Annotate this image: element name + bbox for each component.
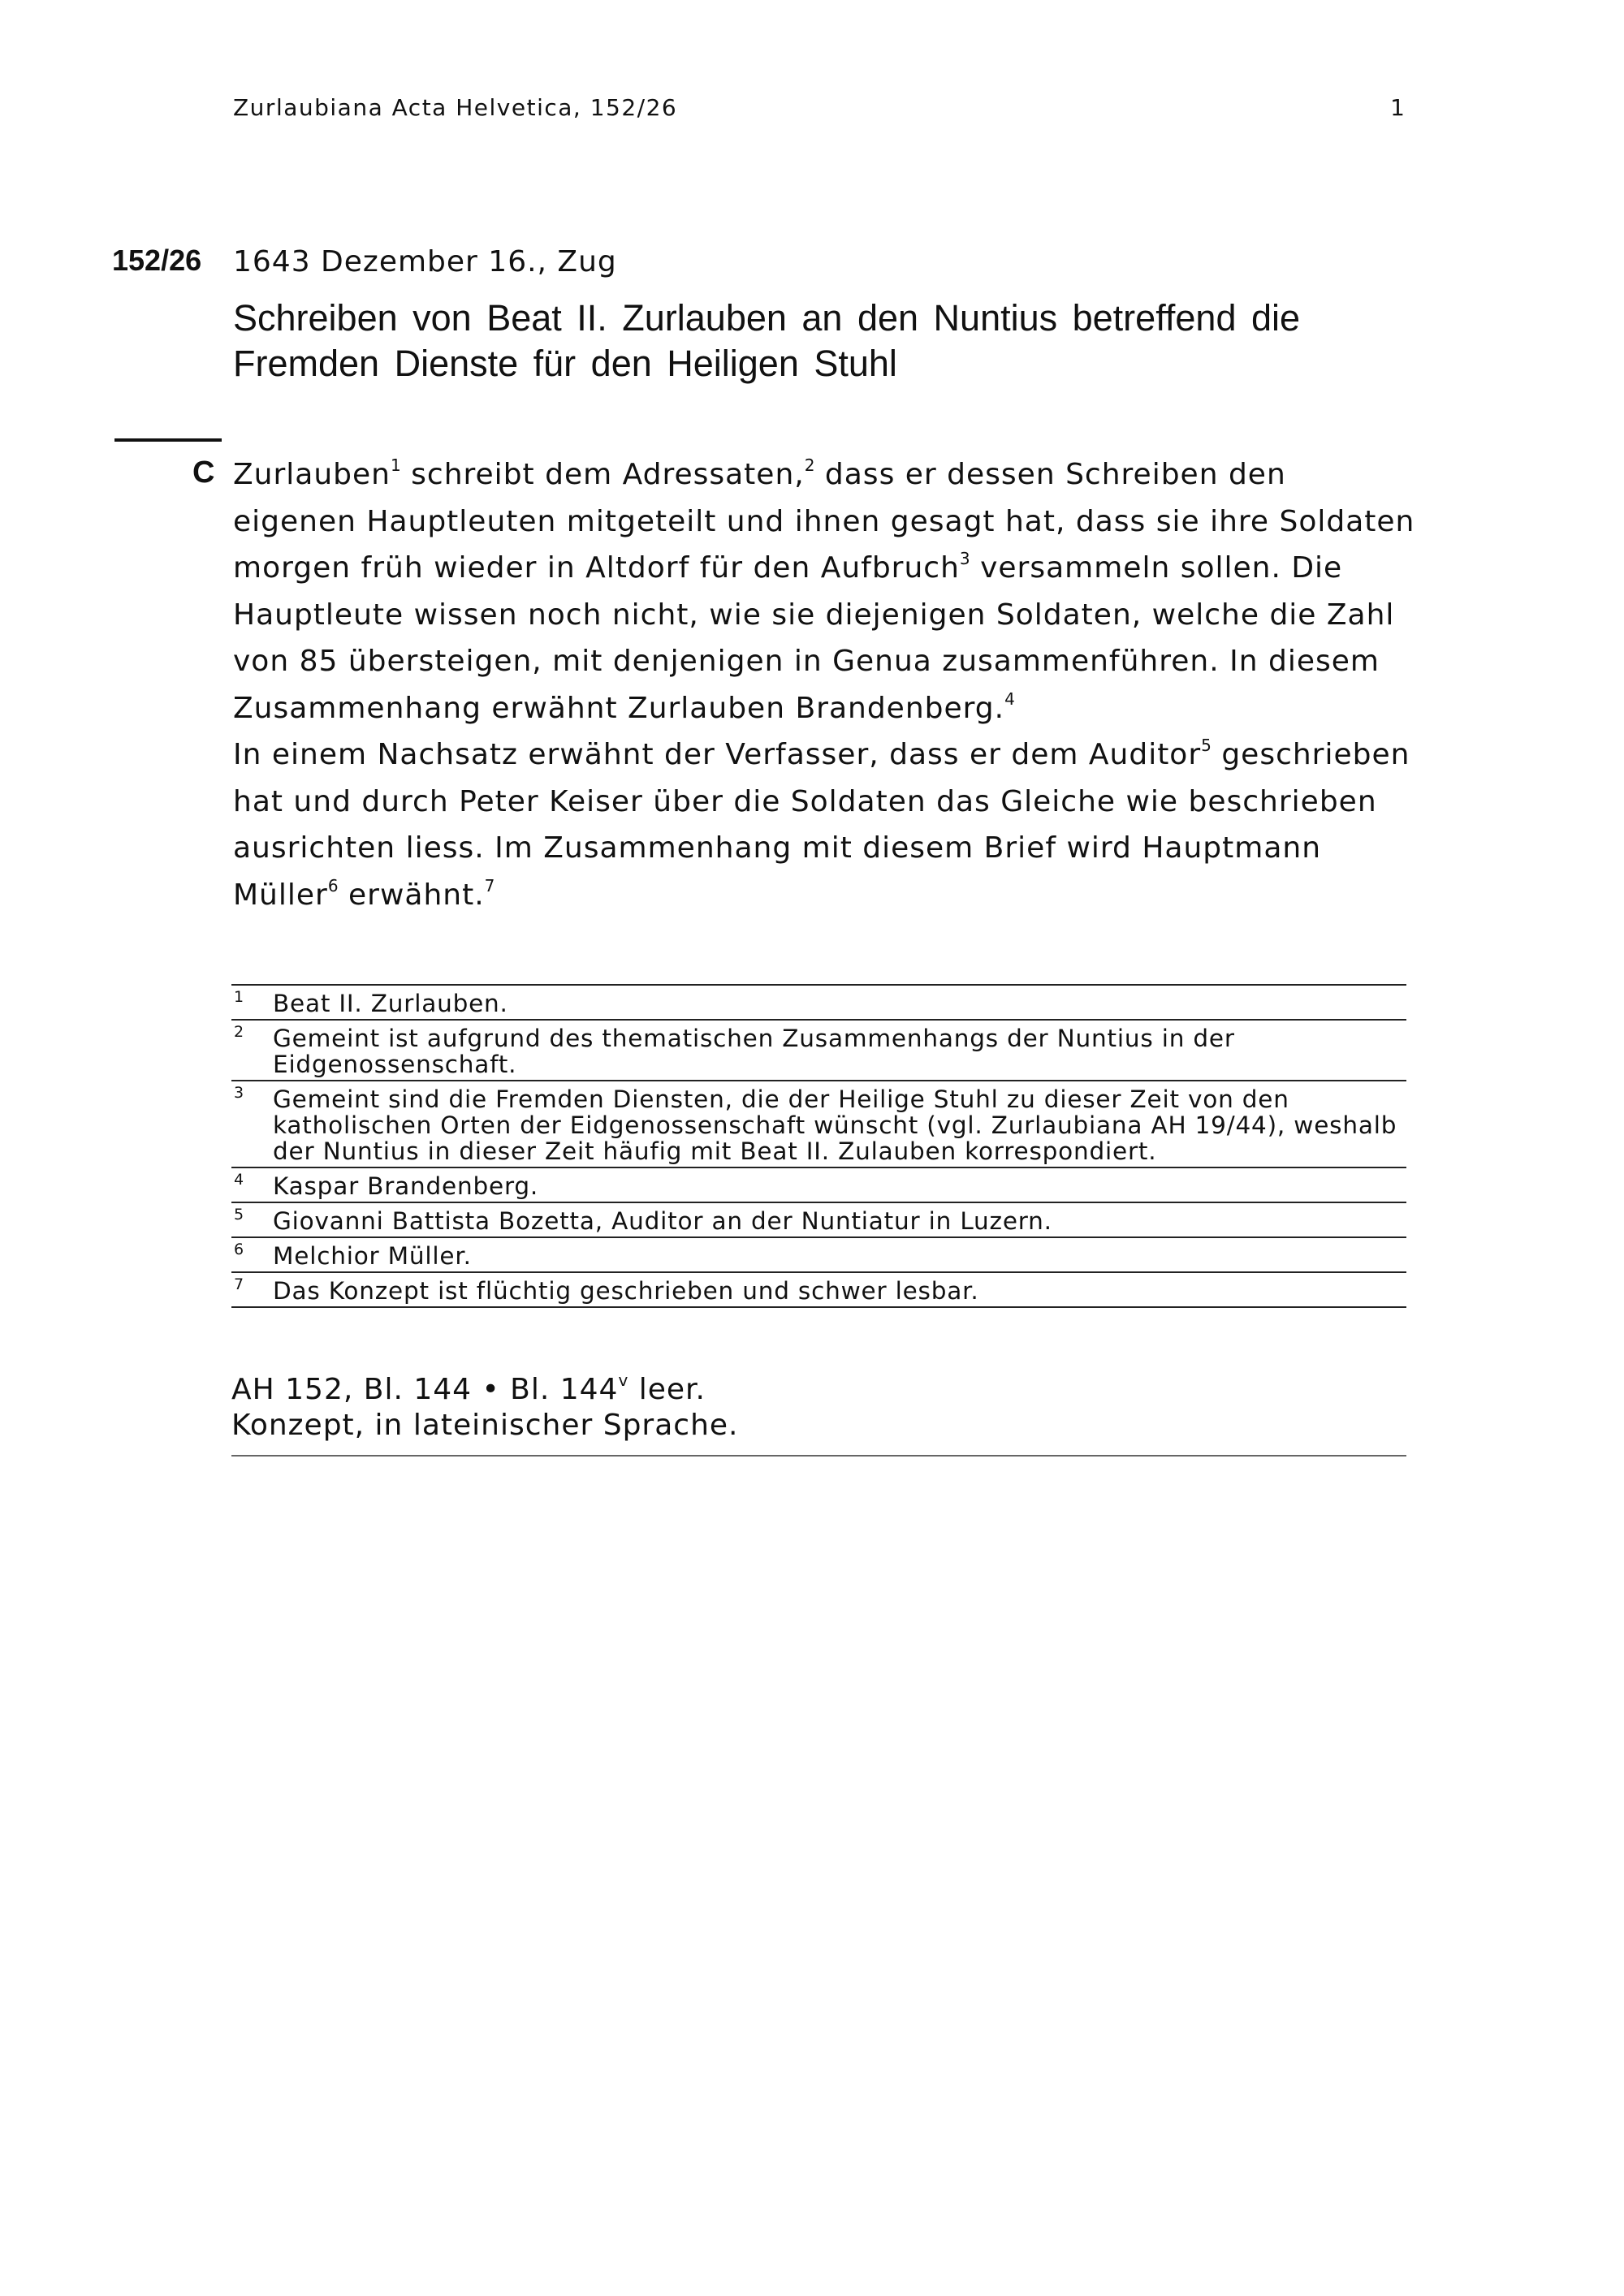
footnote-item <box>231 1238 1406 1273</box>
footnote-ref-6[interactable]: 6 <box>327 875 339 896</box>
footnote-text: Beat II. Zurlauben. <box>273 990 508 1017</box>
document-number <box>112 244 201 278</box>
document-date-place: 1643 Dezember 16., Zug <box>233 245 617 278</box>
footnote-ref-1[interactable]: 1 <box>390 455 401 475</box>
summary-text-run: dass er dessen Schreiben den eigenen Hauptleuten mitgeteilt und ihnen gesagt hat, dass sie ihre Soldaten morgen früh wieder in Altdorf für den Aufbruch <box>233 458 1415 585</box>
footnote-number: 4 <box>234 1171 244 1189</box>
footnote-ref-3[interactable]: 3 <box>959 549 970 568</box>
footnote-ref-5[interactable]: 5 <box>1201 736 1212 755</box>
footnote-text: Kaspar Brandenberg. <box>273 1172 539 1200</box>
document-number-item: 26 <box>169 244 202 277</box>
footnote-number: 2 <box>234 1023 244 1041</box>
summary-text-run: Zurlauben <box>233 458 391 491</box>
source-signature-note: leer. <box>628 1373 706 1406</box>
footnote-text: Gemeint sind die Fremden Diensten, die der Heilige Stuhl zu dieser Zeit von den katholischen Orten der Eidgenossenschaft wünscht (vgl. Zurlaubiana AH 19/44), weshalb der Nuntius in dieser Zeit häufig mit Beat II. Zulauben korrespondiert. <box>273 1085 1397 1165</box>
source-description: Konzept, in lateinischer Sprache. <box>231 1409 739 1442</box>
verso-mark: v <box>618 1370 629 1390</box>
summary-paragraph-1 <box>233 451 1419 732</box>
section-divider <box>114 438 222 442</box>
page-number: 1 <box>1390 94 1405 121</box>
section-label: C <box>192 455 215 490</box>
summary-text-run: schreibt dem Adressaten, <box>400 458 805 491</box>
footnote-ref-7[interactable]: 7 <box>484 875 495 896</box>
footnote-item <box>231 1081 1406 1168</box>
footnote-item <box>231 1273 1406 1308</box>
footnote-number: 6 <box>234 1241 244 1258</box>
footnote-number: 1 <box>234 988 244 1006</box>
footnote-number: 3 <box>234 1084 244 1102</box>
footnote-text: Giovanni Battista Bozetta, Auditor an der Nuntiatur in Luzern. <box>273 1207 1052 1235</box>
source-signature <box>231 1372 1406 1408</box>
footnote-text: Gemeint ist aufgrund des thematischen Zusammenhangs der Nuntius in der Eidgenossenschaft. <box>273 1025 1235 1078</box>
footnote-ref-2[interactable]: 2 <box>804 455 815 475</box>
source-reference <box>231 1372 1406 1457</box>
footnote-item <box>231 1021 1406 1081</box>
footnote-text: Das Konzept ist flüchtig geschrieben und schwer lesbar. <box>273 1277 979 1305</box>
footnote-text: Melchior Müller. <box>273 1242 472 1270</box>
document-title: Schreiben von Beat II. Zurlauben an den Nuntius betreffend die Fremden Dienste für den Heiligen Stuhl <box>233 297 1301 384</box>
footnote-number: 5 <box>234 1206 244 1224</box>
footnote-item <box>231 1203 1406 1238</box>
footnotes-list <box>231 984 1406 1308</box>
source-signature-text: AH 152, Bl. 144 • Bl. 144 <box>231 1373 619 1406</box>
summary-text-run: geschrieben hat und durch Peter Keiser über die Soldaten das Gleiche wie beschrieben ausrichten liess. Im Zusammenhang mit diesem Brief wird Hauptmann Müller <box>233 738 1410 912</box>
document-number-series: 152/ <box>112 244 170 277</box>
summary-text-run: In einem Nachsatz erwähnt der Verfasser, dass er dem Auditor <box>233 738 1202 771</box>
running-header: Zurlaubiana Acta Helvetica, 152/26 <box>233 94 678 121</box>
footnote-ref-4[interactable]: 4 <box>1004 688 1015 709</box>
footnote-item <box>231 1168 1406 1203</box>
summary-paragraph-2 <box>233 732 1419 918</box>
footnote-item <box>231 986 1406 1021</box>
summary-text-run: erwähnt. <box>338 878 485 912</box>
summary-text <box>233 451 1419 918</box>
footnote-number: 7 <box>234 1275 244 1293</box>
summary-text-run: versammeln sollen. Die Hauptleute wissen noch nicht, wie sie diejenigen Soldaten, welche die Zahl von 85 übersteigen, mit denjenigen in Genua zusammenführen. In diesem Zusammenhang erwähnt Zurlauben Brandenberg. <box>233 551 1395 725</box>
